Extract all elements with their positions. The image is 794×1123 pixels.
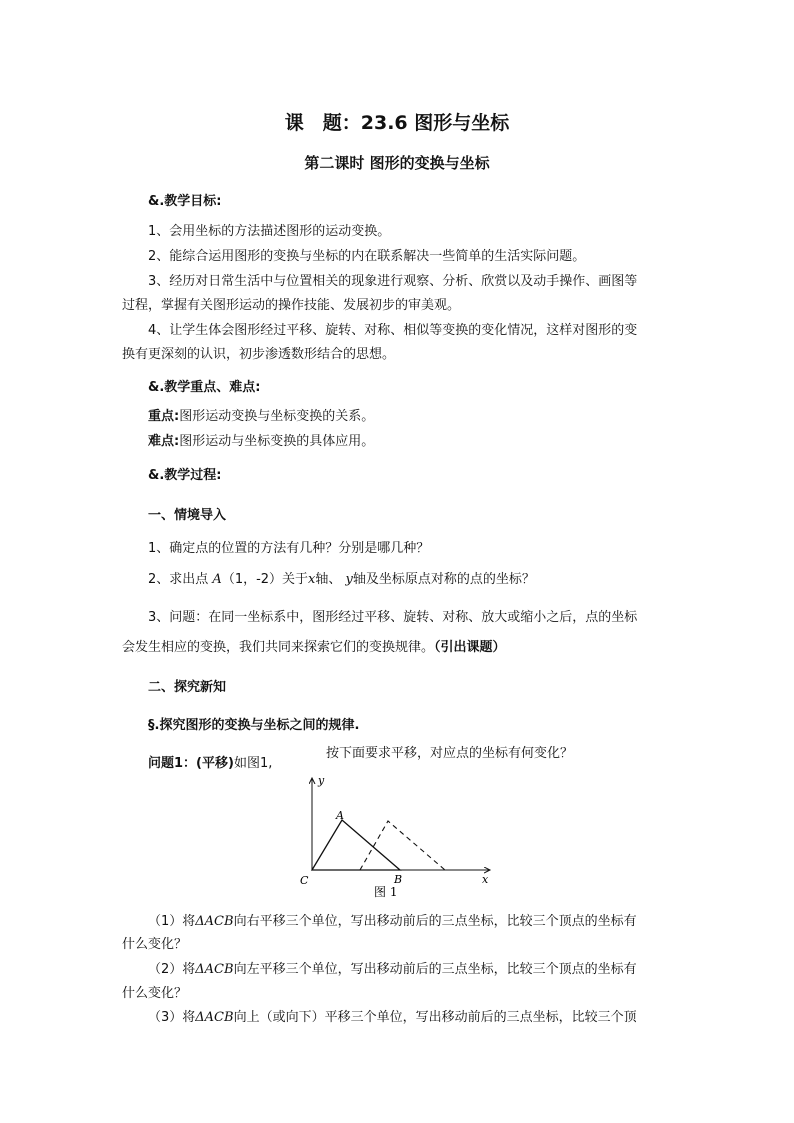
problem-1 [148,754,272,774]
objective-3-line2: 过程，掌握有关图形运动的操作技能、发展初步的审美观。 [122,298,461,313]
keypoints-heading: &.教学重点、难点: [148,380,261,395]
task-3-line1 [148,1008,637,1028]
vertex-b-label: B [394,873,403,886]
section2-heading: 二、探究新知 [148,680,227,695]
difficult-point [148,432,374,452]
section1-question-1: 1、确定点的位置的方法有几种？分别是哪几种？ [148,541,430,556]
q2-y: y [345,572,353,587]
difficult-point-label: 难点: [148,434,180,449]
difficult-point-text: 图形运动与坐标变换的具体应用。 [179,434,375,449]
process-heading: &.教学过程: [148,468,222,483]
task-2-triangle: ΔACB [195,962,234,977]
problem-1-text: 如图1, [233,756,273,771]
task-3-prefix: （3）将 [148,1010,196,1025]
vertex-c-label: C [300,874,309,887]
page-title: 课 题：23.6 图形与坐标 [284,112,510,134]
problem-1-label: 问题1：(平移) [148,756,234,771]
triangle-acb [312,820,400,870]
q3-note: （引出课题） [434,640,506,655]
key-point [148,407,374,427]
objective-3-line1: 3、经历对日常生活中与位置相关的现象进行观察、分析、欣赏以及动手操作、画图等 [148,274,638,289]
section1-question-3-line1: 3、问题：在同一坐标系中，图形经过平移、旋转、对称、放大或缩小之后，点的坐标 [148,610,638,625]
task-2-text: 向左平移三个单位，写出移动前后的三点坐标，比较三个顶点的坐标有 [233,962,637,977]
figure-caption: 图 1 [374,885,398,899]
objective-4-line2: 换有更深刻的认识，初步渗透数形结合的思想。 [122,347,396,362]
objective-1: 1、会用坐标的方法描述图形的运动变换。 [148,224,391,239]
q2-x: x [308,572,316,587]
y-axis-label: y [318,774,325,787]
task-3-triangle: ΔACB [195,1010,234,1025]
task-1-line1 [148,912,637,932]
q2-text-a: 2、求出点 [148,572,209,587]
key-point-text: 图形运动变换与坐标变换的关系。 [179,409,375,424]
task-1-line2: 什么变化？ [122,937,188,952]
task-2-line1 [148,960,637,980]
task-2-prefix: （2）将 [148,962,196,977]
task-1-prefix: （1）将 [148,914,196,929]
figure-1 [290,770,510,905]
translated-triangle [360,821,445,870]
objectives-heading: &.教学目标: [148,194,222,209]
section1-question-3-line2 [122,638,506,658]
q2-end: 轴及坐标原点对称的点的坐标？ [352,572,535,587]
page-subtitle: 第二课时 图形的变换与坐标 [304,154,490,172]
task-3-text: 向上（或向下）平移三个单位，写出移动前后的三点坐标，比较三个顶 [233,1010,637,1025]
task-2-line2: 什么变化？ [122,986,188,1001]
section2-subheading: §.探究图形的变换与坐标之间的规律. [148,718,360,733]
section2-prompt: 按下面要求平移，对应点的坐标有何变化？ [326,746,574,761]
key-point-label: 重点: [148,409,180,424]
section1-question-2 [148,570,535,590]
objective-2: 2、能综合运用图形的变换与坐标的内在联系解决一些简单的生活实际问题。 [148,249,586,264]
x-axis-label: x [482,873,489,886]
task-1-text: 向右平移三个单位，写出移动前后的三点坐标，比较三个顶点的坐标有 [233,914,637,929]
q2-coords: （1，-2）关于 [221,572,309,587]
q2-point-a: A [212,572,222,587]
task-1-triangle: ΔACB [195,914,234,929]
vertex-a-label: A [336,809,344,822]
q2-mid: 轴、 [315,572,342,587]
objective-4-line1: 4、让学生体会图形经过平移、旋转、对称、相似等变换的变化情况，这样对图形的变 [148,323,638,338]
section1-heading: 一、情境导入 [148,508,227,523]
q3-text: 会发生相应的变换，我们共同来探索它们的变换规律。 [122,640,435,655]
